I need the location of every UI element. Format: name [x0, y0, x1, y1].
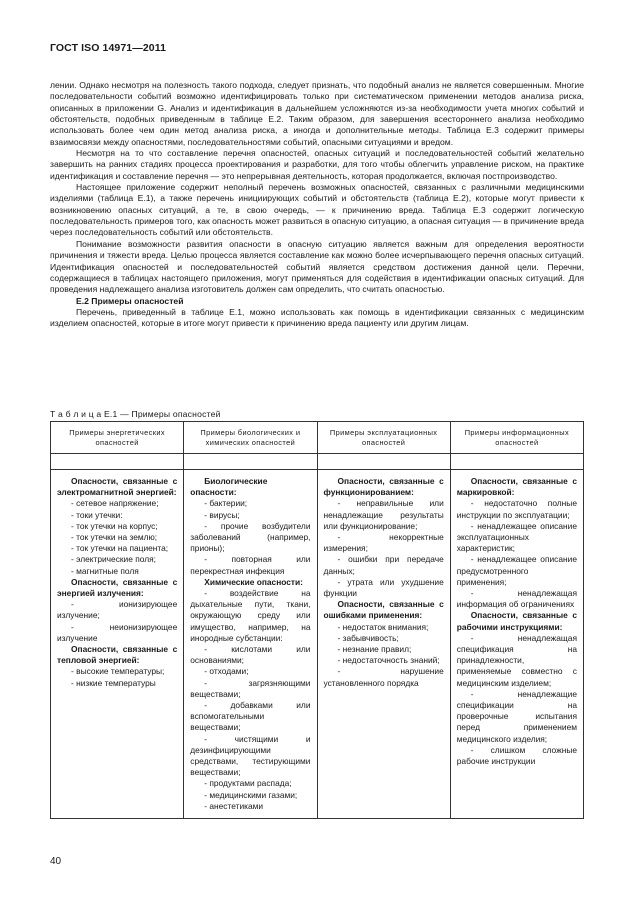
table-header-row — [51, 422, 584, 454]
hazard-item: - ошибки при передаче данных; — [323, 554, 444, 576]
paragraph: Несмотря на то что составление перечня опасностей, опасных ситуаций и последовательностей событий желательно завершить на ранних стадиях процесса проектирования и разработки, для того чтобы облегчить управление риском, на практике идентификация и составление перечня — это непрерывная деятельность, которая продолжается, включая постпроизводство. — [50, 148, 584, 181]
document-header: ГОСТ ISO 14971—2011 — [50, 42, 167, 54]
hazard-item: - прочие возбудители заболеваний (например, прионы); — [190, 520, 311, 554]
hazard-item: - ненадлежащая спецификация на принадлежности, применяемые совместно с медицинским изделием; — [456, 632, 577, 688]
hazard-item: - сетевое напряжение; — [71, 498, 159, 509]
hazard-item: - воздействие на дыхательные пути, ткани, окружающую среду или имущество, например, на инородные субстанции: — [190, 588, 311, 643]
hazard-item: - забывчивость; — [337, 632, 399, 643]
cell-biochemical-hazards — [184, 470, 317, 819]
table-row — [51, 470, 584, 819]
hazard-item: - ионизирующее излучение; — [57, 599, 178, 621]
separator-cell — [184, 454, 317, 470]
paragraph: Перечень, приведенный в таблице Е.1, можно использовать как помощь в идентификации связанных с медицинским изделием опасностей, которые в итоге могут привести к причинению вреда пациенту или другим лицам. — [50, 306, 584, 329]
paragraph: Настоящее приложение содержит неполный перечень возможных опасностей, связанных с различными медицинскими изделиями (таблица Е.1), а также перечень инициирующих событий и обстоятельств (таблица Е.2), которые могут привести к возникновению опасных ситуаций, а те, в свою очередь, — к причинению вреда. Таблица Е.3 содержит логическую последовательность примеров того, как опасность может развиться в опасную ситуацию, а опасная ситуация — в причинение вреда через последовательность событий или обстоятельств. — [50, 182, 584, 238]
hazard-item: - электрические поля; — [71, 554, 156, 565]
hazard-item: - слишком сложные рабочие инструкции — [456, 744, 577, 767]
cell-operational-hazards — [317, 470, 450, 819]
section-heading: Е.2 Примеры опасностей — [76, 295, 184, 306]
hazard-item: - низкие температуры — [71, 677, 156, 688]
hazard-item: - ток утечки на корпус; — [71, 520, 158, 531]
hazard-item: - отходами; — [204, 666, 249, 677]
hazard-item: - магнитные поля — [71, 565, 139, 576]
table-title: Т а б л и ц а Е.1 — Примеры опасностей — [50, 409, 221, 419]
hazard-item: - кислотами или основаниями; — [190, 644, 311, 666]
hazard-category: Химические опасности: — [204, 576, 303, 587]
hazard-item: - утрата или ухудшение функции — [323, 576, 444, 599]
paragraph: лении. Однако несмотря на полезность такого подхода, следует признать, что подобный анализ не является совершенным. Многие последовательности событий возможно идентифицировать только при систематическом применении методов анализа риска, описанных в приложении G. Анализ и идентификация в дальнейшем усложняются из-за необходимости учета многих событий и обстоятельств, подобных приведенным в таблице Е.2. Таким образом, для завершения всестороннего анализа необходимо использовать более чем один метод анализа риска, а иногда и дополнительные методы. Таблица Е.3 содержит примеры взаимосвязи между опасностями, последовательностями событий, опасными ситуациями и вредом. — [50, 80, 584, 147]
separator-cell — [51, 454, 184, 470]
hazard-item: - незнание правил; — [337, 644, 412, 655]
page-number: 40 — [50, 856, 62, 867]
hazard-item: - чистящими и дезинфицирующими средствами, тестирующими веществами; — [190, 733, 311, 778]
hazard-item: - загрязняющими веществами; — [190, 677, 311, 699]
hazard-item: - вирусы; — [204, 509, 240, 520]
hazard-item: - ток утечки на пациента; — [71, 543, 169, 554]
column-header-information: Примеры информационных опасностей — [450, 422, 583, 454]
hazard-item: - ненадлежащее описание предусмотренного применения; — [456, 554, 577, 587]
hazard-item: - неправильные или ненадлежащие результаты или функционирование; — [323, 498, 444, 531]
paragraph: Понимание возможности развития опасности в опасную ситуацию является важным для определения вероятности причинения и тяжести вреда. Целью процесса является составление как можно более исчерпывающего перечня опасных ситуаций. Идентификация опасностей и последовательностей событий является средством достижения данной цели. Перечни, содержащиеся в таблицах настоящего приложения, могут применяться для содействия в идентификации опасных ситуаций. Для проведения надлежащего анализа изготовитель должен сам определить, что считать опасностью. — [50, 238, 584, 295]
cell-energy-hazards — [51, 470, 184, 819]
separator-cell — [450, 454, 583, 470]
hazard-item: - высокие температуры; — [71, 666, 165, 677]
hazard-category: Опасности, связанные с тепловой энергией: — [57, 644, 178, 666]
hazard-category: Опасности, связанные с рабочими инструкциями: — [456, 610, 577, 632]
hazard-item: - недостаток внимания; — [337, 621, 429, 632]
hazard-item: - медицинскими газами; — [204, 789, 298, 800]
hazard-item: - нарушение установленного порядка — [323, 666, 444, 688]
table-separator-row — [51, 454, 584, 470]
column-header-energy: Примеры энергетических опасностей — [51, 422, 184, 454]
hazards-table — [50, 421, 584, 819]
hazard-item: - неионизирующее излучение — [57, 621, 178, 643]
hazard-category: Опасности, связанные с ошибками применения: — [323, 599, 444, 621]
hazard-item: - недостаточность знаний; — [337, 655, 440, 666]
hazard-item: - повторная или перекрестная инфекция — [190, 554, 311, 576]
hazard-category: Биологические опасности: — [190, 476, 268, 498]
hazard-item: - ненадлежащие спецификации на проверочные испытания перед применением медицинского изделия; — [456, 688, 577, 744]
hazard-category: Опасности, связанные с энергией излучения: — [57, 576, 178, 599]
hazard-item: - продуктами распада; — [204, 778, 292, 789]
hazard-item: - анестетиками — [204, 800, 264, 811]
hazard-item: - недостаточно полные инструкции по эксплуатации; — [456, 498, 577, 520]
hazard-item: - некорректные измерения; — [323, 532, 444, 554]
column-header-operational: Примеры эксплуатационных опасностей — [317, 422, 450, 454]
hazard-category: Опасности, связанные с функционированием: — [323, 476, 444, 498]
body-text — [50, 80, 584, 330]
hazard-item: - добавками или вспомогательными веществами; — [190, 700, 311, 733]
hazard-item: - ненадлежащая информация об ограничениях — [456, 588, 577, 610]
hazard-item: - ненадлежащее описание эксплуатационных характеристик; — [456, 520, 577, 554]
hazard-item: - бактерии; — [204, 498, 248, 509]
separator-cell — [317, 454, 450, 470]
hazard-category: Опасности, связанные с маркировкой: — [456, 476, 577, 498]
column-header-biochemical: Примеры биологических и химических опасностей — [184, 422, 317, 454]
hazard-category: Опасности, связанные с электромагнитной энергией: — [57, 476, 178, 498]
hazard-item: - ток утечки на землю; — [71, 532, 158, 543]
cell-information-hazards — [450, 470, 583, 819]
hazard-item: - токи утечки: — [71, 509, 123, 520]
